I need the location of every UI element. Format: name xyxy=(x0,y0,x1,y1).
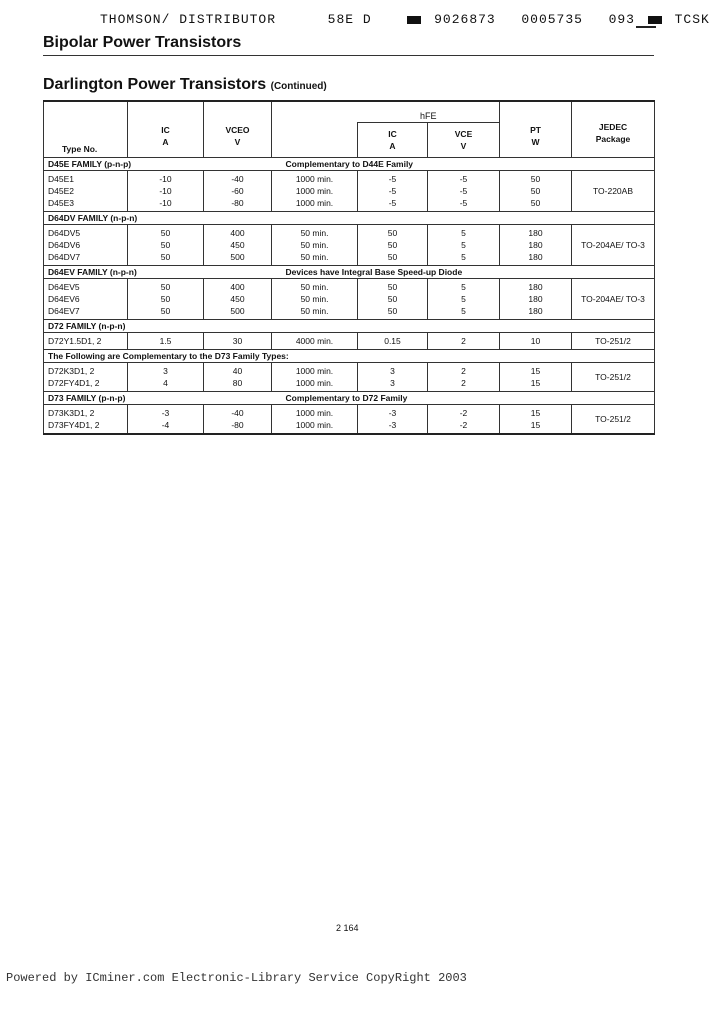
family-row xyxy=(44,349,655,362)
cell-pt: 15 xyxy=(500,419,572,434)
family-note: Complementary to D44E Family xyxy=(272,157,655,170)
family-name: D72 FAMILY (n-p-n) xyxy=(44,319,272,332)
cell-hfe: 50 min. xyxy=(272,293,358,305)
cell-hic: 0.15 xyxy=(358,332,428,349)
cell-package: TO-204AE/ TO-3 xyxy=(572,224,655,265)
cell-hfe: 1000 min. xyxy=(272,404,358,419)
cell-ic: 1.5 xyxy=(128,332,204,349)
cell-hfe: 4000 min. xyxy=(272,332,358,349)
section-title: Bipolar Power Transistors xyxy=(43,34,242,51)
section-divider xyxy=(43,55,654,56)
table-title-note: (Continued) xyxy=(270,81,327,92)
cell-vce: -2 xyxy=(428,419,500,434)
cell-hfe: 1000 min. xyxy=(272,197,358,212)
table-row xyxy=(44,239,655,251)
page-header-stamp xyxy=(100,12,710,27)
cell-vce: -5 xyxy=(428,197,500,212)
cell-type: D45E2 xyxy=(44,185,128,197)
col-header-type: Type No. xyxy=(44,101,128,157)
cell-type: D64EV7 xyxy=(44,305,128,320)
darlington-spec-table xyxy=(43,100,655,435)
cell-vceo: 400 xyxy=(204,278,272,293)
header-dash xyxy=(636,26,656,28)
cell-type: D64DV5 xyxy=(44,224,128,239)
family-row xyxy=(44,157,655,170)
cell-ic: 50 xyxy=(128,239,204,251)
cell-vceo: -60 xyxy=(204,185,272,197)
cell-hic: 3 xyxy=(358,377,428,392)
col-header-hfe-value xyxy=(272,123,358,158)
table-row xyxy=(44,293,655,305)
cell-pt: 50 xyxy=(500,170,572,185)
cell-vce: -2 xyxy=(428,404,500,419)
col-header-ic: IC A xyxy=(128,101,204,157)
family-name: D64EV FAMILY (n-p-n) xyxy=(44,265,272,278)
cell-pt: 180 xyxy=(500,251,572,266)
cell-ic: 50 xyxy=(128,278,204,293)
cell-hfe: 50 min. xyxy=(272,278,358,293)
cell-vceo: 450 xyxy=(204,239,272,251)
barcode-number-3: 093 xyxy=(608,12,635,27)
table-row xyxy=(44,278,655,293)
cell-vceo: -40 xyxy=(204,170,272,185)
cell-package: TO-251/2 xyxy=(572,362,655,391)
table-row xyxy=(44,362,655,377)
barcode-number-1: 9026873 xyxy=(434,12,496,27)
page-number: 2 164 xyxy=(336,923,359,933)
cell-package: TO-220AB xyxy=(572,170,655,211)
cell-hfe: 1000 min. xyxy=(272,377,358,392)
cell-vce: 2 xyxy=(428,332,500,349)
table-row xyxy=(44,419,655,434)
company-label: THOMSON/ DISTRIBUTOR xyxy=(100,12,277,27)
cell-type: D73K3D1, 2 xyxy=(44,404,128,419)
family-row xyxy=(44,211,655,224)
cell-pt: 10 xyxy=(500,332,572,349)
col-header-hfe: hFE xyxy=(358,101,500,123)
cell-pt: 180 xyxy=(500,224,572,239)
cell-vce: 2 xyxy=(428,362,500,377)
cell-pt: 180 xyxy=(500,278,572,293)
family-note: Complementary to D72 Family xyxy=(272,391,655,404)
cell-hic: 50 xyxy=(358,278,428,293)
cell-type: D64DV6 xyxy=(44,239,128,251)
cell-pt: 15 xyxy=(500,377,572,392)
cell-ic: -10 xyxy=(128,185,204,197)
family-note xyxy=(272,319,655,332)
cell-vce: 2 xyxy=(428,377,500,392)
table-row xyxy=(44,197,655,212)
family-note: Devices have Integral Base Speed-up Diode xyxy=(272,265,655,278)
cell-vceo: 500 xyxy=(204,251,272,266)
table-row xyxy=(44,332,655,349)
cell-ic: 4 xyxy=(128,377,204,392)
cell-hfe: 50 min. xyxy=(272,251,358,266)
footer-credit: Powered by ICminer.com Electronic-Library Service CopyRight 2003 xyxy=(6,971,467,985)
family-name: D64DV FAMILY (n-p-n) xyxy=(44,211,272,224)
cell-type: D72FY4D1, 2 xyxy=(44,377,128,392)
cell-vceo: 40 xyxy=(204,362,272,377)
cell-vce: 5 xyxy=(428,239,500,251)
cell-type: D72K3D1, 2 xyxy=(44,362,128,377)
table-row xyxy=(44,224,655,239)
cell-pt: 180 xyxy=(500,293,572,305)
cell-type: D64DV7 xyxy=(44,251,128,266)
family-row xyxy=(44,265,655,278)
cell-package: TO-251/2 xyxy=(572,404,655,434)
cell-vce: 5 xyxy=(428,278,500,293)
cell-vce: 5 xyxy=(428,251,500,266)
cell-ic: 50 xyxy=(128,305,204,320)
cell-hfe: 50 min. xyxy=(272,224,358,239)
cell-hic: -3 xyxy=(358,419,428,434)
code-label: 58E D xyxy=(327,12,372,27)
cell-pt: 15 xyxy=(500,404,572,419)
cell-pt: 50 xyxy=(500,197,572,212)
cell-hic: -5 xyxy=(358,170,428,185)
family-row xyxy=(44,391,655,404)
cell-ic: -4 xyxy=(128,419,204,434)
cell-type: D64EV6 xyxy=(44,293,128,305)
cell-hic: 50 xyxy=(358,251,428,266)
family-note xyxy=(272,349,655,362)
cell-vceo: -80 xyxy=(204,419,272,434)
barcode-block-icon xyxy=(407,16,421,24)
cell-vce: 5 xyxy=(428,293,500,305)
family-note xyxy=(272,211,655,224)
cell-vceo: 500 xyxy=(204,305,272,320)
cell-vceo: 450 xyxy=(204,293,272,305)
cell-hic: 50 xyxy=(358,224,428,239)
table-row xyxy=(44,185,655,197)
table-row xyxy=(44,404,655,419)
table-row xyxy=(44,251,655,266)
cell-vce: -5 xyxy=(428,185,500,197)
cell-hfe: 1000 min. xyxy=(272,362,358,377)
barcode-number-2: 0005735 xyxy=(521,12,583,27)
cell-type: D72Y1.5D1, 2 xyxy=(44,332,128,349)
cell-hic: 50 xyxy=(358,293,428,305)
cell-hfe: 1000 min. xyxy=(272,185,358,197)
family-name: The Following are Complementary to the D73 Family Types: xyxy=(44,349,272,362)
barcode-block-icon xyxy=(648,16,662,24)
cell-type: D45E1 xyxy=(44,170,128,185)
col-header-jedec: JEDEC Package xyxy=(572,101,655,157)
cell-hic: 50 xyxy=(358,305,428,320)
cell-hfe: 50 min. xyxy=(272,239,358,251)
cell-vceo: 400 xyxy=(204,224,272,239)
col-header-vceo: VCEO V xyxy=(204,101,272,157)
cell-vce: 5 xyxy=(428,305,500,320)
family-row xyxy=(44,319,655,332)
cell-hic: -5 xyxy=(358,197,428,212)
cell-package: TO-204AE/ TO-3 xyxy=(572,278,655,319)
cell-hic: 50 xyxy=(358,239,428,251)
table-title-text: Darlington Power Transistors xyxy=(43,76,267,93)
cell-vce: 5 xyxy=(428,224,500,239)
cell-hfe: 1000 min. xyxy=(272,419,358,434)
table-row xyxy=(44,305,655,320)
family-name: D45E FAMILY (p-n-p) xyxy=(44,157,272,170)
cell-hic: -3 xyxy=(358,404,428,419)
cell-ic: 3 xyxy=(128,362,204,377)
cell-type: D73FY4D1, 2 xyxy=(44,419,128,434)
col-header-hfe-vce: VCE V xyxy=(428,123,500,158)
family-name: D73 FAMILY (p-n-p) xyxy=(44,391,272,404)
cell-type: D64EV5 xyxy=(44,278,128,293)
cell-pt: 180 xyxy=(500,305,572,320)
suffix-label: TCSK xyxy=(674,12,710,27)
cell-hic: -5 xyxy=(358,185,428,197)
col-header-hfe-blank xyxy=(272,101,358,123)
table-row xyxy=(44,377,655,392)
cell-ic: 50 xyxy=(128,224,204,239)
cell-vceo: 80 xyxy=(204,377,272,392)
table-row xyxy=(44,170,655,185)
cell-ic: 50 xyxy=(128,293,204,305)
cell-ic: 50 xyxy=(128,251,204,266)
table-title xyxy=(43,76,327,94)
cell-type: D45E3 xyxy=(44,197,128,212)
cell-ic: -10 xyxy=(128,170,204,185)
cell-hic: 3 xyxy=(358,362,428,377)
cell-vceo: -80 xyxy=(204,197,272,212)
cell-pt: 50 xyxy=(500,185,572,197)
cell-pt: 180 xyxy=(500,239,572,251)
col-header-hfe-ic: IC A xyxy=(358,123,428,158)
cell-ic: -3 xyxy=(128,404,204,419)
cell-hfe: 1000 min. xyxy=(272,170,358,185)
cell-vceo: -40 xyxy=(204,404,272,419)
cell-ic: -10 xyxy=(128,197,204,212)
col-header-pt: PT W xyxy=(500,101,572,157)
cell-vce: -5 xyxy=(428,170,500,185)
cell-vceo: 30 xyxy=(204,332,272,349)
cell-hfe: 50 min. xyxy=(272,305,358,320)
cell-package: TO-251/2 xyxy=(572,332,655,349)
cell-pt: 15 xyxy=(500,362,572,377)
